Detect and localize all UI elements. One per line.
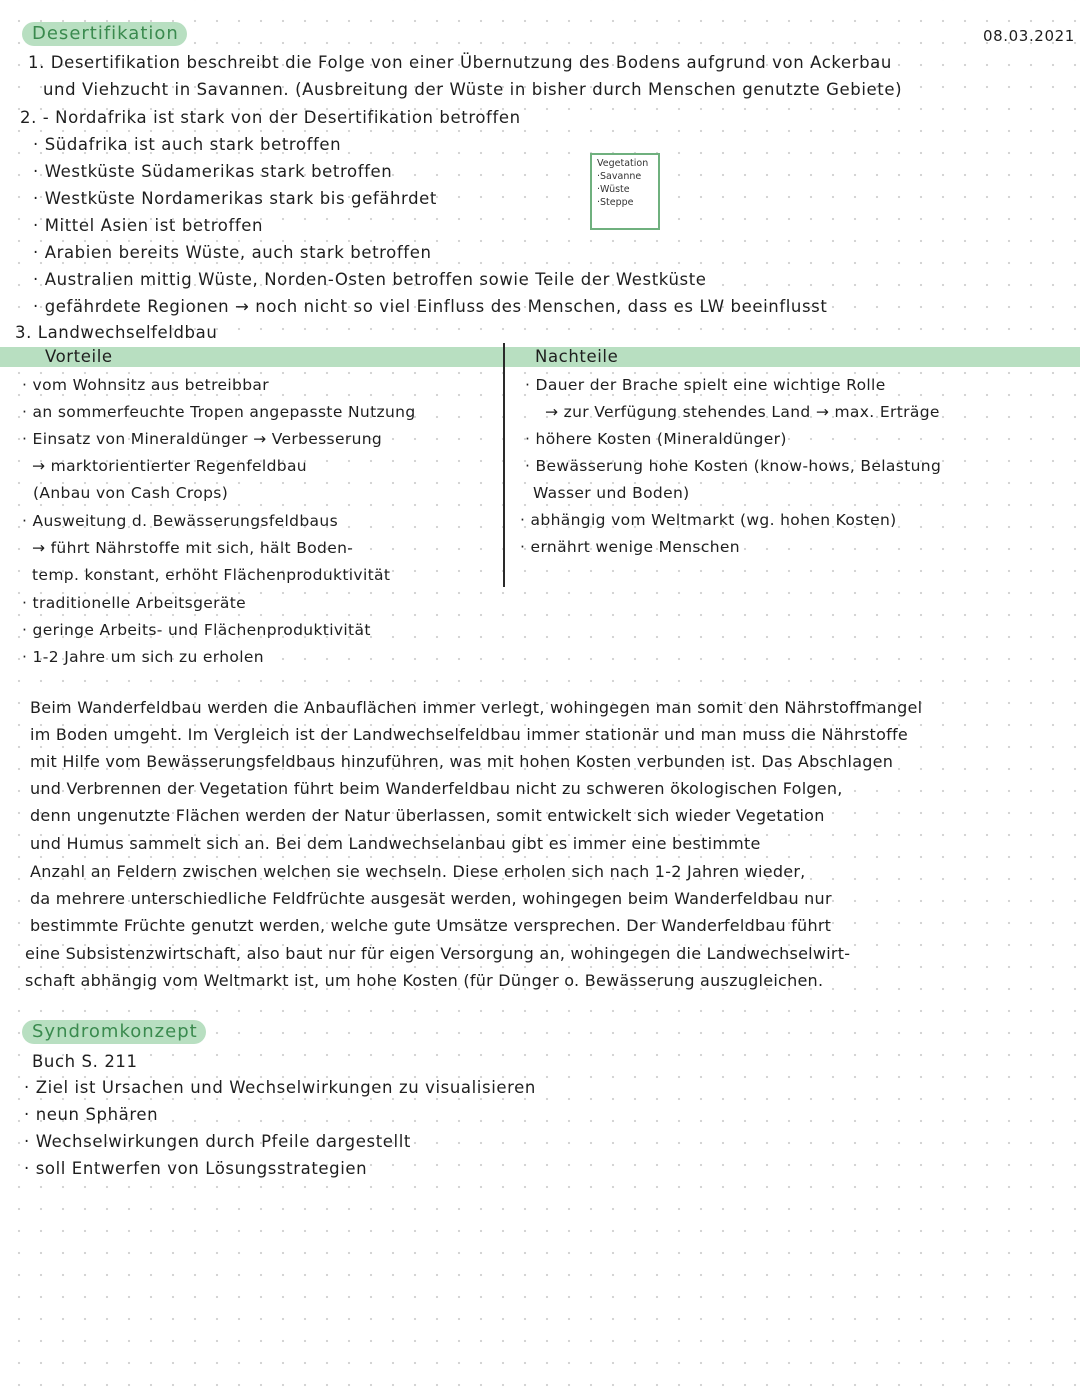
table-cell-left: · vom Wohnsitz aus betreibbar [22, 376, 269, 394]
legend-item: ·Wüste [597, 184, 630, 195]
list-item: · neun Sphären [24, 1105, 159, 1124]
note-line: 1. Desertifikation beschreibt die Folge von einer Übernutzung des Bodens aufgrund von Ackerbau [28, 53, 892, 72]
table-cell-right: · abhängig vom Weltmarkt (wg. hohen Kosten) [520, 511, 897, 529]
section-title-syndromkonzept: Syndromkonzept [22, 1020, 206, 1044]
list-item: · Wechselwirkungen durch Pfeile dargestellt [24, 1132, 411, 1151]
paragraph-line: und Humus sammelt sich an. Bei dem Landwechselanbau gibt es immer eine bestimmte [30, 834, 761, 853]
table-divider [503, 343, 505, 587]
table-cell-left: · 1-2 Jahre um sich zu erholen [22, 648, 264, 666]
note-line: · Mittel Asien ist betroffen [33, 216, 264, 235]
table-cell-left: · traditionelle Arbeitsgeräte [22, 594, 247, 612]
book-reference: Buch S. 211 [32, 1052, 138, 1071]
table-cell-right: · ernährt wenige Menschen [520, 538, 740, 556]
table-header-vorteile: Vorteile [45, 347, 113, 366]
note-line: · Arabien bereits Wüste, auch stark betroffen [33, 243, 432, 262]
table-cell-left: → führt Nährstoffe mit sich, hält Boden- [32, 539, 354, 557]
table-cell-left: · Ausweitung d. Bewässerungsfeldbaus [22, 512, 339, 530]
note-line: 2. - Nordafrika ist stark von der Desertifikation betroffen [20, 108, 521, 127]
table-cell-right: → zur Verfügung stehendes Land → max. Erträge [545, 403, 940, 421]
list-item: · Ziel ist Ursachen und Wechselwirkungen zu visualisieren [24, 1078, 536, 1097]
paragraph-line: da mehrere unterschiedliche Feldfrüchte ausgesät werden, wohingegen beim Wanderfeldbau nur [30, 889, 832, 908]
note-line: · Australien mittig Wüste, Norden-Osten betroffen sowie Teile der Westküste [33, 270, 707, 289]
table-cell-right: Wasser und Boden) [533, 484, 690, 502]
paragraph-line: im Boden umgeht. Im Vergleich ist der Landwechselfeldbau immer stationär und man muss die Nährstoffe [30, 725, 908, 744]
paragraph-line: mit Hilfe vom Bewässerungsfeldbaus hinzuführen, was mit hohen Kosten verbunden ist. Das Abschlagen [30, 752, 894, 771]
paragraph-line: eine Subsistenzwirtschaft, also baut nur für eigen Versorgung an, wohingegen die Landwechselwirt- [25, 944, 851, 963]
paragraph-line: schaft abhängig vom Weltmarkt ist, um hohe Kosten (für Dünger o. Bewässerung auszugleichen. [25, 971, 824, 990]
note-line: · gefährdete Regionen → noch nicht so viel Einfluss des Menschen, dass es LW beeinflusst [33, 297, 828, 316]
table-cell-left: (Anbau von Cash Crops) [33, 484, 229, 502]
list-item: · soll Entwerfen von Lösungsstrategien [24, 1159, 368, 1178]
legend-title: Vegetation [597, 158, 649, 169]
table-cell-left: · geringe Arbeits- und Flächenproduktivität [22, 621, 371, 639]
note-date: 08.03.2021 [983, 27, 1075, 45]
paragraph-line: Beim Wanderfeldbau werden die Anbauflächen immer verlegt, wohingegen man somit den Nährstoffmangel [30, 698, 923, 717]
note-line: · Westküste Nordamerikas stark bis gefährdet [33, 189, 437, 208]
paragraph-line: denn ungenutzte Flächen werden der Natur überlassen, somit entwickelt sich wieder Vegetation [30, 806, 825, 825]
table-cell-right: · höhere Kosten (Mineraldünger) [525, 430, 787, 448]
legend-item: ·Savanne [597, 171, 642, 182]
note-line: und Viehzucht in Savannen. (Ausbreitung der Wüste in bisher durch Menschen genutzte Gebiete) [43, 80, 903, 99]
table-header-nachteile: Nachteile [535, 347, 619, 366]
table-cell-right: · Dauer der Brache spielt eine wichtige Rolle [525, 376, 886, 394]
table-cell-right: · Bewässerung hohe Kosten (know-hows, Belastung [525, 457, 942, 475]
note-line: · Südafrika ist auch stark betroffen [33, 135, 342, 154]
note-line: 3. Landwechselfeldbau [15, 323, 218, 342]
note-line: · Westküste Südamerikas stark betroffen [33, 162, 393, 181]
vegetation-legend-box [590, 153, 660, 230]
paragraph-line: Anzahl an Feldern zwischen welchen sie wechseln. Diese erholen sich nach 1-2 Jahren wieder, [30, 862, 806, 881]
table-cell-left: temp. konstant, erhöht Flächenproduktivität [32, 566, 391, 584]
paragraph-line: bestimmte Früchte genutzt werden, welche gute Umsätze versprechen. Der Wanderfeldbau führt [30, 916, 832, 935]
paragraph-line: und Verbrennen der Vegetation führt beim Wanderfeldbau nicht zu schweren ökologischen Folgen, [30, 779, 843, 798]
section-title-desertifikation: Desertifikation [22, 22, 187, 46]
table-cell-left: · an sommerfeuchte Tropen angepasste Nutzung [22, 403, 416, 421]
table-cell-left: → marktorientierter Regenfeldbau [32, 457, 307, 475]
legend-item: ·Steppe [597, 197, 634, 208]
table-cell-left: · Einsatz von Mineraldünger → Verbesserung [22, 430, 383, 448]
